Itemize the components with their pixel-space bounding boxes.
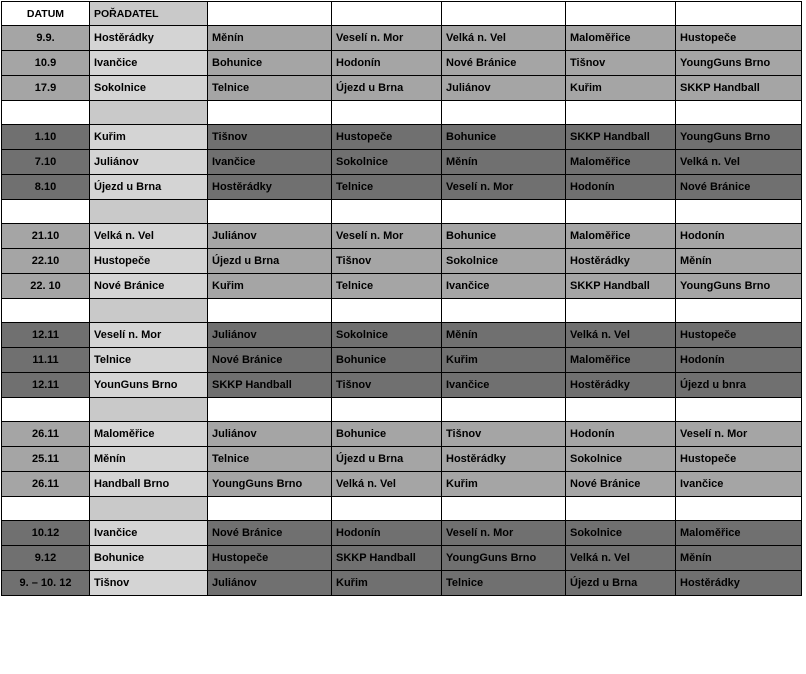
team-cell-5: Měnín: [676, 546, 802, 571]
spacer-row: [2, 101, 802, 125]
date-cell: 9.12: [2, 546, 90, 571]
team-cell-3: Kuřim: [442, 348, 566, 373]
team-cell-1: SKKP Handball: [208, 373, 332, 398]
schedule-table: [1, 1, 802, 596]
team-cell-2: Újezd u Brna: [332, 447, 442, 472]
date-cell: 17.9: [2, 76, 90, 101]
empty-cell: [332, 299, 442, 323]
schedule-row: [2, 447, 802, 472]
organizer-cell: Měnín: [90, 447, 208, 472]
schedule-row: [2, 348, 802, 373]
date-cell: 9. – 10. 12: [2, 571, 90, 596]
empty-cell: [442, 398, 566, 422]
schedule-row: [2, 323, 802, 348]
schedule-row: [2, 571, 802, 596]
empty-cell: [2, 497, 90, 521]
date-cell: 21.10: [2, 224, 90, 249]
team-cell-4: SKKP Handball: [566, 274, 676, 299]
team-cell-2: Kuřim: [332, 571, 442, 596]
team-cell-4: Hostěrádky: [566, 373, 676, 398]
team-cell-5: Hustopeče: [676, 26, 802, 51]
team-cell-5: YoungGuns Brno: [676, 125, 802, 150]
schedule-row: [2, 224, 802, 249]
team-cell-4: Maloměřice: [566, 26, 676, 51]
team-cell-4: Újezd u Brna: [566, 571, 676, 596]
team-cell-4: Velká n. Vel: [566, 546, 676, 571]
empty-cell: [208, 200, 332, 224]
header-cell: [442, 2, 566, 26]
schedule-row: [2, 150, 802, 175]
team-cell-1: Telnice: [208, 76, 332, 101]
schedule-row: [2, 175, 802, 200]
team-cell-2: Telnice: [332, 175, 442, 200]
organizer-cell: Ivančice: [90, 521, 208, 546]
team-cell-3: Velká n. Vel: [442, 26, 566, 51]
empty-cell: [566, 299, 676, 323]
team-cell-3: Veselí n. Mor: [442, 175, 566, 200]
empty-cell: [566, 497, 676, 521]
date-cell: 25.11: [2, 447, 90, 472]
team-cell-5: Újezd u bnra: [676, 373, 802, 398]
team-cell-2: Veselí n. Mor: [332, 26, 442, 51]
team-cell-4: Maloměřice: [566, 224, 676, 249]
organizer-cell: Velká n. Vel: [90, 224, 208, 249]
empty-cell: [90, 101, 208, 125]
team-cell-1: Juliánov: [208, 571, 332, 596]
team-cell-5: YoungGuns Brno: [676, 274, 802, 299]
date-cell: 12.11: [2, 373, 90, 398]
team-cell-5: YoungGuns Brno: [676, 51, 802, 76]
team-cell-3: Nové Bránice: [442, 51, 566, 76]
empty-cell: [676, 101, 802, 125]
team-cell-2: Bohunice: [332, 422, 442, 447]
schedule-row: [2, 546, 802, 571]
empty-cell: [2, 299, 90, 323]
team-cell-5: Nové Bránice: [676, 175, 802, 200]
schedule-row: [2, 125, 802, 150]
team-cell-4: Hodonín: [566, 422, 676, 447]
team-cell-3: Měnín: [442, 323, 566, 348]
team-cell-1: Ivančice: [208, 150, 332, 175]
date-cell: 8.10: [2, 175, 90, 200]
date-cell: 12.11: [2, 323, 90, 348]
organizer-cell: Kuřim: [90, 125, 208, 150]
team-cell-2: Újezd u Brna: [332, 76, 442, 101]
team-cell-1: Juliánov: [208, 323, 332, 348]
team-cell-2: Bohunice: [332, 348, 442, 373]
header-cell: [566, 2, 676, 26]
team-cell-4: Maloměřice: [566, 348, 676, 373]
empty-cell: [332, 101, 442, 125]
organizer-cell: Hustopeče: [90, 249, 208, 274]
team-cell-2: Hodonín: [332, 521, 442, 546]
empty-cell: [566, 200, 676, 224]
empty-cell: [566, 101, 676, 125]
team-cell-4: Sokolnice: [566, 521, 676, 546]
team-cell-1: Nové Bránice: [208, 348, 332, 373]
empty-cell: [90, 497, 208, 521]
organizer-cell: Maloměřice: [90, 422, 208, 447]
date-cell: 7.10: [2, 150, 90, 175]
empty-cell: [2, 200, 90, 224]
empty-cell: [2, 101, 90, 125]
empty-cell: [676, 200, 802, 224]
organizer-cell: Újezd u Brna: [90, 175, 208, 200]
spacer-row: [2, 299, 802, 323]
team-cell-3: Hostěrádky: [442, 447, 566, 472]
organizer-cell: Sokolnice: [90, 76, 208, 101]
team-cell-5: Ivančice: [676, 472, 802, 497]
team-cell-3: Bohunice: [442, 125, 566, 150]
team-cell-3: Sokolnice: [442, 249, 566, 274]
team-cell-2: Tišnov: [332, 249, 442, 274]
team-cell-3: Bohunice: [442, 224, 566, 249]
empty-cell: [442, 299, 566, 323]
schedule-row: [2, 472, 802, 497]
team-cell-3: Tišnov: [442, 422, 566, 447]
team-cell-1: Tišnov: [208, 125, 332, 150]
date-cell: 22. 10: [2, 274, 90, 299]
date-cell: 26.11: [2, 422, 90, 447]
team-cell-5: Hodonín: [676, 348, 802, 373]
date-cell: 9.9.: [2, 26, 90, 51]
team-cell-5: Velká n. Vel: [676, 150, 802, 175]
empty-cell: [208, 299, 332, 323]
date-cell: 26.11: [2, 472, 90, 497]
header-cell: [332, 2, 442, 26]
header-datum: DATUM: [2, 2, 90, 26]
date-cell: 10.12: [2, 521, 90, 546]
team-cell-3: Ivančice: [442, 274, 566, 299]
empty-cell: [2, 398, 90, 422]
date-cell: 22.10: [2, 249, 90, 274]
team-cell-1: Bohunice: [208, 51, 332, 76]
team-cell-5: Hostěrádky: [676, 571, 802, 596]
team-cell-2: Telnice: [332, 274, 442, 299]
empty-cell: [566, 398, 676, 422]
team-cell-4: Velká n. Vel: [566, 323, 676, 348]
organizer-cell: Hostěrádky: [90, 26, 208, 51]
organizer-cell: Nové Bránice: [90, 274, 208, 299]
team-cell-3: Měnín: [442, 150, 566, 175]
organizer-cell: Handball Brno: [90, 472, 208, 497]
header-row: [2, 2, 802, 26]
schedule-row: [2, 51, 802, 76]
header-cell: [676, 2, 802, 26]
empty-cell: [442, 497, 566, 521]
team-cell-4: Hostěrádky: [566, 249, 676, 274]
schedule-row: [2, 521, 802, 546]
schedule-row: [2, 422, 802, 447]
schedule-row: [2, 76, 802, 101]
organizer-cell: Juliánov: [90, 150, 208, 175]
empty-cell: [332, 497, 442, 521]
team-cell-3: YoungGuns Brno: [442, 546, 566, 571]
schedule-row: [2, 373, 802, 398]
empty-cell: [442, 101, 566, 125]
team-cell-4: Tišnov: [566, 51, 676, 76]
organizer-cell: Veselí n. Mor: [90, 323, 208, 348]
team-cell-5: Veselí n. Mor: [676, 422, 802, 447]
empty-cell: [90, 398, 208, 422]
schedule-row: [2, 274, 802, 299]
team-cell-2: SKKP Handball: [332, 546, 442, 571]
team-cell-2: Sokolnice: [332, 323, 442, 348]
empty-cell: [208, 101, 332, 125]
team-cell-2: Tišnov: [332, 373, 442, 398]
date-cell: 10.9: [2, 51, 90, 76]
team-cell-1: Hostěrádky: [208, 175, 332, 200]
team-cell-2: Hustopeče: [332, 125, 442, 150]
schedule-row: [2, 26, 802, 51]
empty-cell: [332, 200, 442, 224]
team-cell-1: Nové Bránice: [208, 521, 332, 546]
team-cell-4: Sokolnice: [566, 447, 676, 472]
team-cell-1: Juliánov: [208, 422, 332, 447]
team-cell-4: SKKP Handball: [566, 125, 676, 150]
organizer-cell: YounGuns Brno: [90, 373, 208, 398]
team-cell-3: Kuřim: [442, 472, 566, 497]
organizer-cell: Tišnov: [90, 571, 208, 596]
date-cell: 11.11: [2, 348, 90, 373]
organizer-cell: Ivančice: [90, 51, 208, 76]
team-cell-1: Měnín: [208, 26, 332, 51]
spacer-row: [2, 398, 802, 422]
team-cell-2: Hodonín: [332, 51, 442, 76]
empty-cell: [208, 497, 332, 521]
team-cell-1: Juliánov: [208, 224, 332, 249]
team-cell-5: SKKP Handball: [676, 76, 802, 101]
team-cell-5: Měnín: [676, 249, 802, 274]
team-cell-4: Kuřim: [566, 76, 676, 101]
team-cell-5: Maloměřice: [676, 521, 802, 546]
empty-cell: [208, 398, 332, 422]
team-cell-5: Hustopeče: [676, 447, 802, 472]
team-cell-2: Veselí n. Mor: [332, 224, 442, 249]
team-cell-5: Hodonín: [676, 224, 802, 249]
team-cell-2: Velká n. Vel: [332, 472, 442, 497]
team-cell-4: Maloměřice: [566, 150, 676, 175]
team-cell-3: Juliánov: [442, 76, 566, 101]
empty-cell: [332, 398, 442, 422]
date-cell: 1.10: [2, 125, 90, 150]
team-cell-1: Hustopeče: [208, 546, 332, 571]
team-cell-3: Telnice: [442, 571, 566, 596]
team-cell-5: Hustopeče: [676, 323, 802, 348]
header-cell: [208, 2, 332, 26]
empty-cell: [442, 200, 566, 224]
team-cell-3: Veselí n. Mor: [442, 521, 566, 546]
organizer-cell: Bohunice: [90, 546, 208, 571]
team-cell-1: Újezd u Brna: [208, 249, 332, 274]
team-cell-1: Kuřim: [208, 274, 332, 299]
empty-cell: [90, 299, 208, 323]
organizer-cell: Telnice: [90, 348, 208, 373]
team-cell-1: YoungGuns Brno: [208, 472, 332, 497]
empty-cell: [676, 299, 802, 323]
team-cell-1: Telnice: [208, 447, 332, 472]
empty-cell: [676, 398, 802, 422]
team-cell-3: Ivančice: [442, 373, 566, 398]
schedule-row: [2, 249, 802, 274]
team-cell-4: Nové Bránice: [566, 472, 676, 497]
team-cell-4: Hodonín: [566, 175, 676, 200]
spacer-row: [2, 200, 802, 224]
header-poradatel: POŘADATEL: [90, 2, 208, 26]
spacer-row: [2, 497, 802, 521]
empty-cell: [676, 497, 802, 521]
team-cell-2: Sokolnice: [332, 150, 442, 175]
empty-cell: [90, 200, 208, 224]
